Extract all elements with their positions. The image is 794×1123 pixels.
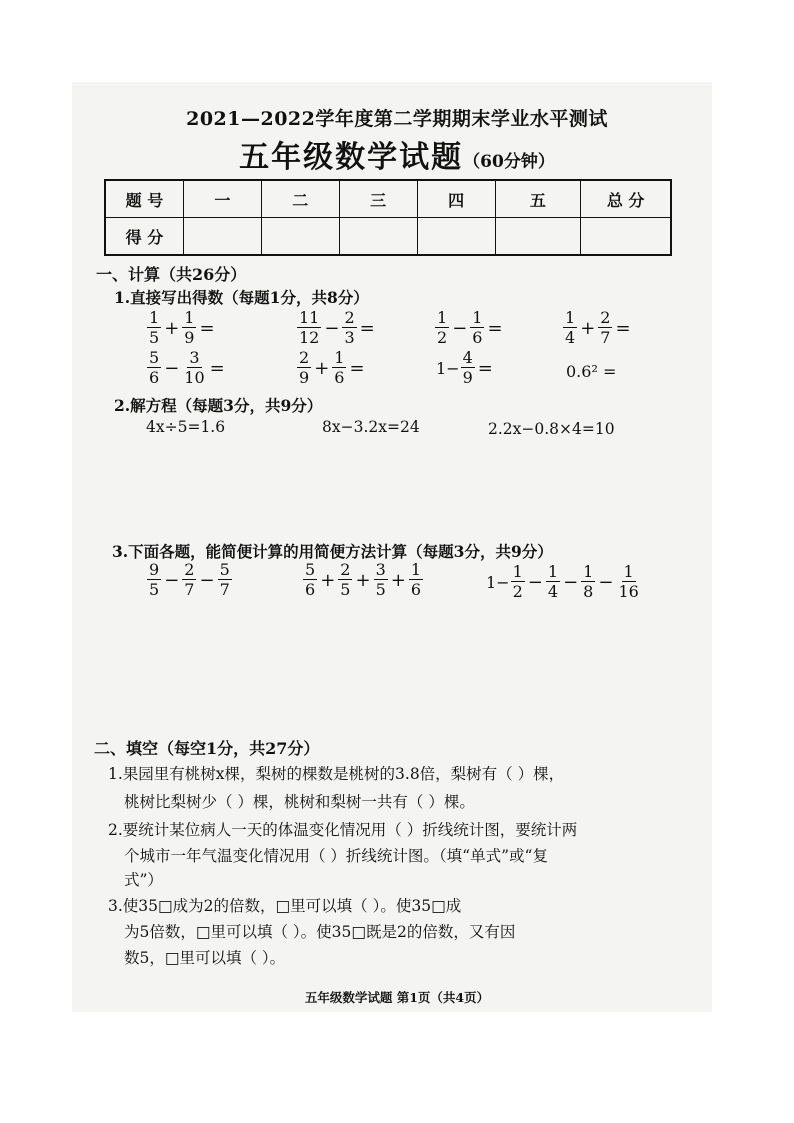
fill-q3-line2: 为5倍数，□里可以填（ ）。使35□既是2的倍数，又有因: [124, 923, 516, 941]
score-header-cell: 总 分: [581, 180, 671, 218]
denominator: 16: [618, 582, 639, 601]
denominator: 7: [600, 328, 611, 347]
numerator: 1: [149, 308, 160, 327]
numerator: 2: [344, 308, 355, 327]
equals: =: [487, 317, 503, 339]
score-header-cell: 题 号: [105, 180, 183, 218]
numerator: 1: [583, 562, 594, 581]
denominator: 5: [340, 580, 351, 599]
fraction: [147, 562, 161, 598]
operator: +: [320, 569, 336, 591]
denominator: 4: [565, 328, 576, 347]
denominator: 10: [184, 368, 205, 387]
q3-expression-2: [302, 562, 424, 598]
fraction: [297, 310, 321, 346]
fraction: [182, 562, 196, 598]
fill-q2-line3: 式”）: [124, 871, 163, 889]
equals: =: [477, 357, 493, 379]
score-input-cell[interactable]: [261, 218, 339, 256]
section1-heading: 一、计算（共26分）: [96, 265, 247, 284]
q1-item-1: [146, 310, 217, 346]
fraction: [147, 350, 161, 386]
numerator: 2: [340, 560, 351, 579]
lead-term: 1−: [486, 572, 510, 592]
denominator: 3: [344, 328, 355, 347]
score-header-cell: 四: [417, 180, 495, 218]
q1-item-2: [296, 310, 377, 346]
equals: =: [615, 317, 631, 339]
numerator: 1: [565, 308, 576, 327]
denominator: 9: [462, 368, 473, 387]
q1-label: 1.直接写出得数（每题1分，共8分）: [114, 288, 369, 307]
q3-expression-3: [486, 564, 642, 600]
fill-q2-line1: 2.要统计某位病人一天的体温变化情况用（ ）折线统计图，要统计两: [108, 821, 578, 839]
section2-heading: 二、填空（每空1分，共27分）: [94, 739, 320, 758]
fill-q1-line2: 桃树比梨树少（ ）棵，桃树和梨树一共有（ ）棵。: [124, 793, 475, 811]
score-table-score-row: [105, 218, 671, 256]
fill-q1-line1: 1.果园里有桃树x棵，梨树的棵数是桃树的3.8倍，梨树有（ ）棵，: [108, 765, 565, 783]
equation-3: 2.2x−0.8×4=10: [488, 420, 615, 438]
fraction: [332, 350, 346, 386]
fraction: [563, 310, 577, 346]
fraction: [182, 350, 206, 386]
q1-item-8: [566, 362, 616, 381]
score-header-cell: 一: [183, 180, 261, 218]
operator: +: [580, 317, 596, 339]
exam-term-title: 2021—2022学年度第二学期期末学业水平测试: [186, 108, 608, 130]
fraction: [182, 310, 196, 346]
q1-item-4: [562, 310, 633, 346]
exam-duration: （60分钟）: [463, 152, 555, 172]
operator: −: [563, 571, 579, 593]
numerator: 5: [305, 560, 316, 579]
fill-q3-line3: 数5，□里可以填（ ）。: [124, 949, 286, 967]
denominator: 2: [437, 328, 448, 347]
fraction: [511, 564, 525, 600]
denominator: 9: [299, 368, 310, 387]
q1-item-7: [436, 350, 495, 386]
score-input-cell[interactable]: [183, 218, 261, 256]
q3-expression-1: [146, 562, 233, 598]
fraction: [342, 310, 356, 346]
expression-text: 0.6² =: [566, 362, 617, 381]
operator: −: [164, 357, 180, 379]
fraction: [218, 562, 232, 598]
denominator: 6: [305, 580, 316, 599]
score-input-cell[interactable]: [417, 218, 495, 256]
score-header-cell: 二: [261, 180, 339, 218]
score-input-cell[interactable]: [495, 218, 581, 256]
q1-item-6: [296, 350, 367, 386]
operator: +: [314, 357, 330, 379]
numerator: 1: [334, 348, 345, 367]
lead-term: 1−: [436, 358, 460, 378]
operator: −: [324, 317, 340, 339]
denominator: 7: [219, 580, 230, 599]
numerator: 1: [410, 560, 422, 579]
numerator: 1: [547, 562, 559, 581]
equals: =: [349, 357, 365, 379]
score-table: [104, 179, 672, 256]
numerator: 1: [623, 562, 634, 581]
q1-item-3: [434, 310, 505, 346]
score-input-cell[interactable]: [339, 218, 417, 256]
operator: −: [527, 571, 543, 593]
fraction: [435, 310, 449, 346]
fraction: [581, 564, 595, 600]
denominator: 2: [512, 582, 523, 601]
denominator: 6: [149, 368, 160, 387]
equation-2: 8x−3.2x=24: [322, 418, 420, 436]
denominator: 6: [472, 328, 483, 347]
exam-title: [0, 132, 794, 176]
denominator: 4: [547, 582, 559, 601]
score-table-header-row: [105, 180, 671, 218]
fill-q2-line2: 个城市一年气温变化情况用（ ）折线统计图。（填“单式”或“复: [124, 847, 548, 865]
operator: +: [355, 569, 371, 591]
fraction: [598, 310, 612, 346]
fraction: [147, 310, 161, 346]
operator: +: [390, 569, 406, 591]
numerator: 11: [299, 308, 320, 327]
score-header-cell: 三: [339, 180, 417, 218]
exam-main-title: 五年级数学试题: [239, 140, 464, 175]
numerator: 1: [184, 308, 195, 327]
numerator: 2: [184, 560, 195, 579]
score-input-cell[interactable]: [581, 218, 671, 256]
denominator: 6: [334, 368, 345, 387]
equation-1: 4x÷5=1.6: [146, 418, 226, 436]
equals: =: [359, 317, 375, 339]
numerator: 5: [219, 560, 230, 579]
numerator: 1: [512, 562, 523, 581]
score-label-cell: 得 分: [105, 218, 183, 256]
page-footer: 五年级数学试题 第1页（共4页）: [304, 990, 490, 1005]
operator: −: [452, 317, 468, 339]
numerator: 2: [299, 348, 310, 367]
q2-label: 2.解方程（每题3分，共9分）: [114, 396, 323, 415]
denominator: 6: [410, 580, 422, 599]
denominator: 5: [375, 580, 386, 599]
denominator: 5: [149, 328, 160, 347]
numerator: 3: [189, 348, 200, 367]
denominator: 9: [184, 328, 195, 347]
q3-label: 3.下面各题，能简便计算的用简便方法计算（每题3分，共9分）: [112, 542, 553, 561]
numerator: 5: [149, 348, 160, 367]
fraction: [470, 310, 484, 346]
operator: +: [164, 317, 180, 339]
equals: =: [209, 357, 225, 379]
fraction: [297, 350, 311, 386]
operator: −: [164, 569, 180, 591]
score-header-cell: 五: [495, 180, 581, 218]
fraction: [374, 562, 388, 598]
numerator: 9: [149, 560, 160, 579]
numerator: 1: [437, 308, 448, 327]
numerator: 2: [600, 308, 611, 327]
numerator: 4: [462, 348, 473, 367]
fraction: [338, 562, 352, 598]
denominator: 8: [583, 582, 594, 601]
q1-item-5: [146, 350, 227, 386]
fraction: [461, 350, 475, 386]
fraction: [546, 564, 560, 600]
fraction: [409, 562, 423, 598]
numerator: 1: [472, 308, 483, 327]
denominator: 5: [149, 580, 160, 599]
numerator: 3: [375, 560, 386, 579]
fraction: [616, 564, 640, 600]
denominator: 7: [184, 580, 195, 599]
fill-q3-line1: 3.使35□成为2的倍数，□里可以填（ ）。使35□成: [108, 897, 462, 915]
fraction: [303, 562, 317, 598]
operator: −: [598, 571, 614, 593]
operator: −: [199, 569, 215, 591]
equals: =: [199, 317, 215, 339]
denominator: 12: [299, 328, 320, 347]
